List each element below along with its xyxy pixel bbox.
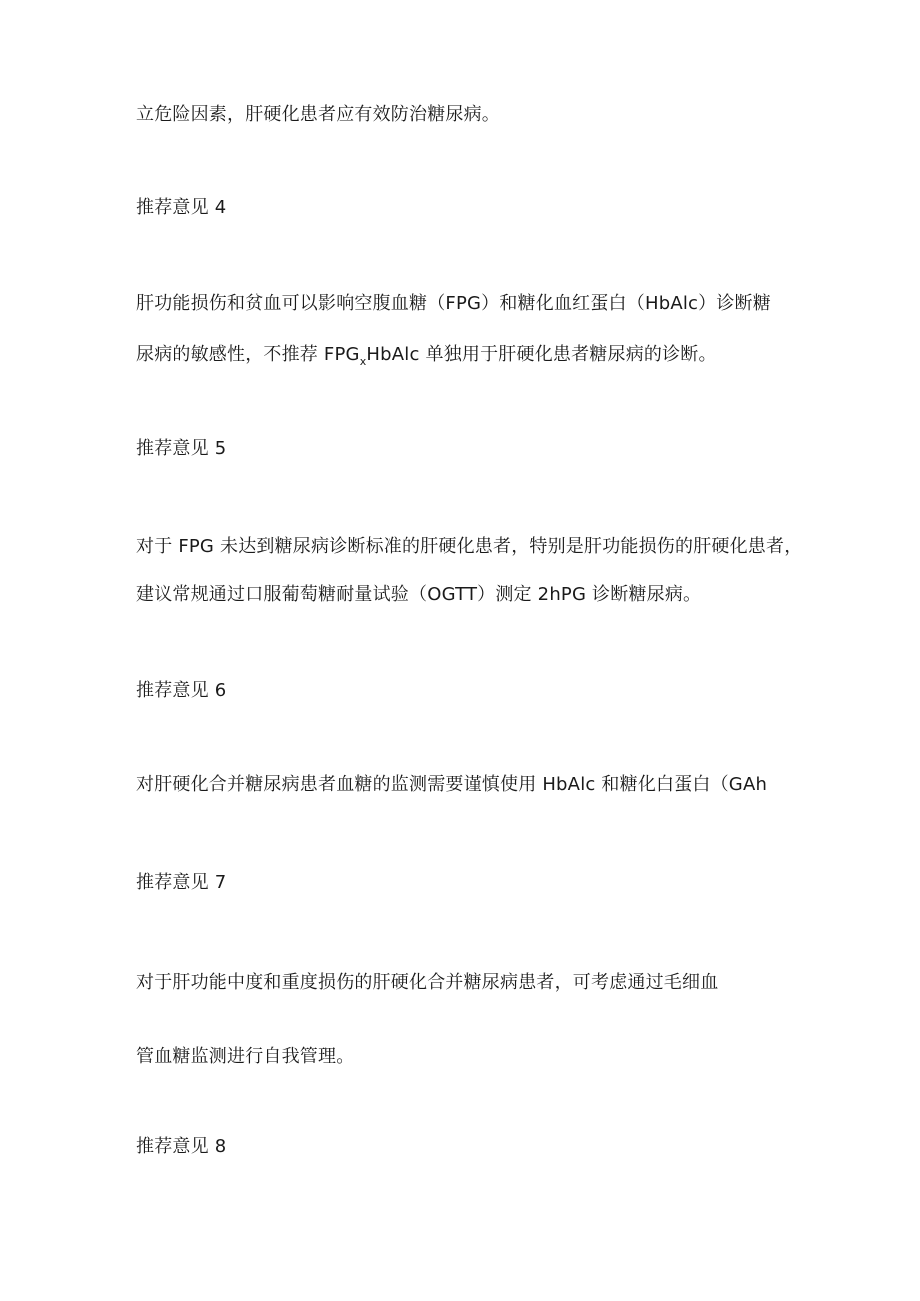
- paragraph-rec4-line1: 肝功能损伤和贫血可以影响空腹血糖（FPG）和糖化血红蛋白（HbAlc）诊断糖: [136, 293, 771, 314]
- paragraph-rec5-line1: 对于 FPG 未达到糖尿病诊断标准的肝硬化患者，特别是肝功能损伤的肝硬化患者，: [136, 536, 803, 557]
- rec4-line2-text-a: 尿病的敏感性，不推荐 FPG: [136, 344, 360, 365]
- heading-recommendation-6: 推荐意见 6: [136, 680, 227, 701]
- rec4-subscript: x: [359, 355, 367, 368]
- heading-recommendation-7: 推荐意见 7: [136, 872, 227, 893]
- paragraph-rec4-line2: [136, 343, 717, 367]
- paragraph-rec5-line2: 建议常规通过口服葡萄糖耐量试验（OGTT）测定 2hPG 诊断糖尿病。: [136, 584, 702, 605]
- paragraph-risk-factor: 立危险因素，肝硬化患者应有效防治糖尿病。: [136, 104, 500, 125]
- paragraph-rec7-line2: 管血糖监测进行自我管理。: [136, 1046, 355, 1067]
- heading-recommendation-5: 推荐意见 5: [136, 438, 227, 459]
- rec4-line2-text-b: HbAlc 单独用于肝硬化患者糖尿病的诊断。: [366, 344, 717, 365]
- paragraph-rec7-line1: 对于肝功能中度和重度损伤的肝硬化合并糖尿病患者，可考虑通过毛细血: [136, 972, 719, 993]
- heading-recommendation-8: 推荐意见 8: [136, 1136, 227, 1157]
- paragraph-rec6: 对肝硬化合并糖尿病患者血糖的监测需要谨慎使用 HbAlc 和糖化白蛋白（GAh: [136, 774, 768, 795]
- heading-recommendation-4: 推荐意见 4: [136, 197, 227, 218]
